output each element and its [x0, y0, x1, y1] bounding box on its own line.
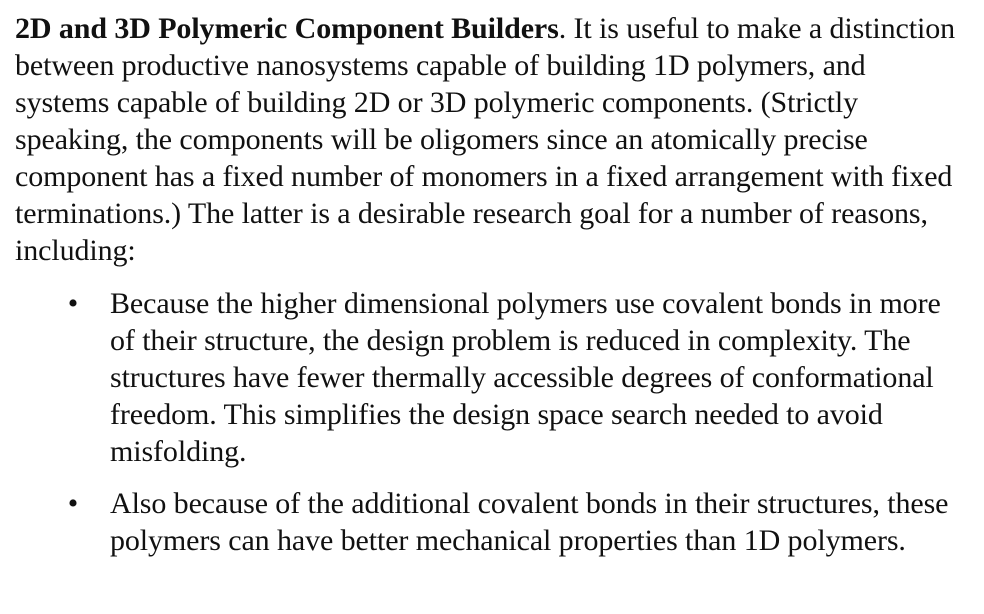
bullet-marker: •: [67, 287, 79, 320]
section-heading: 2D and 3D Polymeric Component Builders: [15, 12, 559, 45]
bullet-text: Because the higher dimensional polymers use covalent bonds in more of their structure, the design problem is reduced in complexity. The structures have fewer thermally accessible degrees of conformational freedom. This simplifies the design space search needed to avoid misfolding.: [110, 287, 941, 468]
bullet-list: [15, 285, 966, 559]
bullet-marker: •: [67, 487, 79, 520]
bullet-text: Also because of the additional covalent bonds in their structures, these polymers can have better mechanical properties than 1D polymers.: [110, 487, 949, 557]
heading-period: .: [558, 12, 567, 45]
bullet-item-2: [15, 485, 966, 559]
intro-text: It is useful to make a distinction between productive nanosystems capable of building 1D polymers, and systems capable of building 2D or 3D polymeric components. (Strictly speaking, the components will be oligomers since an atomically precise component has a fixed number of monomers in a fixed arrangement with fixed terminations.) The latter is a desirable research goal for a number of reasons, including:: [15, 12, 956, 267]
bullet-item-1: [15, 285, 966, 470]
intro-paragraph: [15, 10, 966, 269]
